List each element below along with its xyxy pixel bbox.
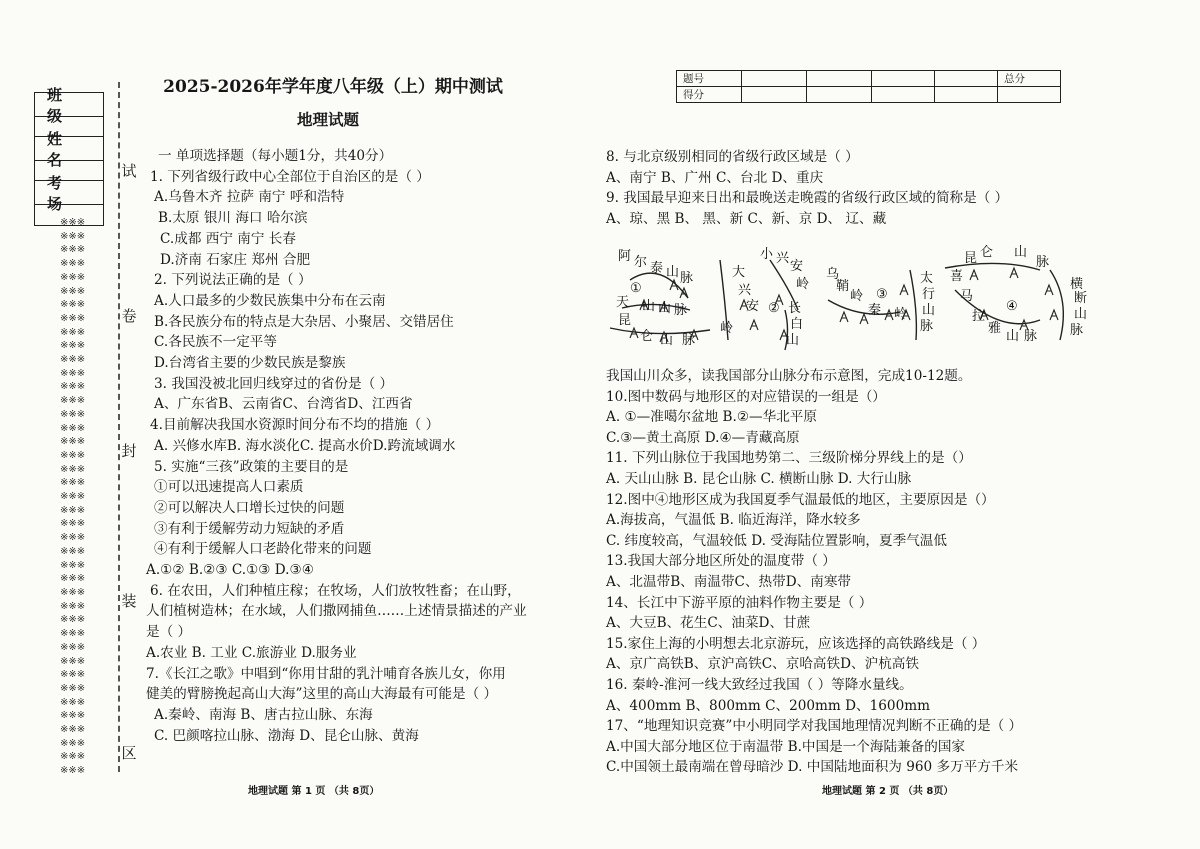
question-line: D.台湾省主要的少数民族是黎族: [154, 355, 346, 371]
right-question-column-top: [606, 147, 1166, 227]
map-label-char: 拉: [972, 309, 986, 324]
map-label-char: 昆: [618, 313, 632, 328]
seal-char-1: 试: [121, 162, 137, 180]
map-label-char: 山: [786, 333, 800, 348]
question-line: ①可以迅速提高人口素质: [154, 479, 304, 496]
question-line: A、大豆B、花生C、油菜D、甘蔗: [606, 615, 811, 632]
seal-char-3: 封: [121, 442, 137, 460]
question-line: C.成都 西宁 南宁 长春: [160, 230, 296, 247]
map-label-char: 脉: [1036, 255, 1050, 270]
question-line: 16. 秦岭-淮河一线大致经过我国（ ）等降水量线。: [606, 677, 913, 693]
map-label-char: 山: [1074, 307, 1088, 322]
map-label-char: 鞘: [836, 279, 850, 294]
question-line: A.中国大部分地区位于南温带 B.中国是一个海陆兼备的国家: [606, 738, 966, 755]
name-label: 姓 名: [35, 137, 103, 161]
question-line: 健美的臂膀挽起高山大海”这里的高山大海最有可能是（ ）: [146, 686, 498, 703]
question-line: B.各民族分布的特点是大杂居、小聚居、交错居住: [154, 313, 454, 330]
map-label-char: 小: [760, 247, 774, 262]
map-label-char: 兴: [738, 283, 752, 298]
exam-title: 2025-2026年学年度八年级（上）期中测试: [163, 77, 503, 97]
question-line: 一 单项选择题（每小题1分，共40分）: [158, 148, 393, 164]
question-line: 5. 实施“三孩”政策的主要目的是: [154, 458, 349, 475]
question-line: B.太原 银川 海口 哈尔滨: [158, 210, 308, 227]
map-label-char: 仑: [640, 329, 654, 344]
map-region-number: ②: [768, 301, 780, 316]
map-label-char: 天: [616, 295, 630, 310]
map-label-char: 乌: [826, 267, 840, 282]
score-cell[interactable]: [742, 87, 807, 103]
question-line: 4.目前解决我国水资源时间分布不均的措施（ ）: [150, 417, 440, 434]
right-question-column-bottom: [606, 366, 1176, 786]
student-info-box: [34, 85, 104, 226]
mountain-distribution-map: [600, 240, 1090, 358]
class-label: 班 级: [35, 93, 103, 117]
question-line: A.海拔高，气温低 B. 临近海洋，降水较多: [606, 512, 861, 529]
score-cell[interactable]: [935, 71, 998, 87]
map-label-char: 喜: [950, 269, 964, 284]
question-line: A.乌鲁木齐 拉萨 南宁 呼和浩特: [154, 189, 345, 206]
question-line: 6. 在农田，人们种植庄稼；在牧场，人们放牧牲畜；在山野，: [150, 582, 521, 599]
question-line: A、400mm B、800mm C、200mm D、1600mm: [606, 697, 930, 714]
question-line: 13.我国大部分地区所处的温度带（ ）: [606, 553, 836, 570]
question-line: 7.《长江之歌》中唱到“你用甘甜的乳汁哺育各族儿女，你用: [146, 665, 506, 682]
map-label-char: 山: [1014, 245, 1028, 260]
score-cell[interactable]: [935, 87, 998, 103]
map-region-number: ④: [1006, 299, 1018, 314]
question-line: A.①② B.②③ C.①③ D.③④: [146, 562, 314, 578]
binding-dashed-line: [118, 82, 120, 772]
seal-char-2: 卷: [121, 307, 137, 325]
question-line: ②可以解决人口增长过快的问题: [154, 499, 345, 516]
question-line: 我国山川众多，读我国部分山脉分布示意图，完成10-12题。: [606, 368, 972, 384]
question-line: A.人口最多的少数民族集中分布在云南: [154, 292, 386, 309]
map-label-char: 山: [922, 303, 936, 318]
score-cell[interactable]: [872, 87, 935, 103]
map-label-char: 山: [642, 299, 656, 314]
map-label-char: 脉: [920, 319, 934, 334]
map-label-char: 雅: [988, 321, 1002, 336]
map-label-char: 马: [960, 289, 974, 304]
question-line: ④有利于缓解人口老龄化带来的问题: [154, 541, 372, 558]
map-region-number: ③: [876, 287, 888, 302]
question-line: A、琼、黑 B、 黑、新 C、新、京 D、 辽、藏: [606, 210, 887, 227]
left-question-column: [146, 146, 590, 746]
map-label-char: 长: [788, 301, 802, 316]
question-line: ③有利于缓解劳动力短缺的矛盾: [154, 520, 345, 537]
map-label-char: 泰: [650, 261, 664, 276]
map-label-char: 仑: [980, 245, 994, 260]
question-line: 14、长江中下游平原的油料作物主要是（ ）: [606, 594, 873, 611]
map-label-char: 行: [922, 287, 936, 302]
question-line: A. 天山山脉 B. 昆仑山脉 C. 横断山脉 D. 大行山脉: [606, 471, 912, 487]
total-score-cell[interactable]: [998, 87, 1061, 103]
map-label-char: 山: [660, 333, 674, 348]
question-line: A、南宁 B、广州 C、台北 D、重庆: [606, 169, 824, 186]
exam-room-label: 考 场: [35, 181, 103, 205]
question-line: 1. 下列省级行政中心全部位于自治区的是（ ）: [150, 168, 430, 185]
map-label-char: 岭: [796, 277, 810, 292]
question-line: A. ①—准噶尔盆地 B.②—华北平原: [606, 409, 817, 426]
map-label-char: 尔: [634, 255, 648, 270]
map-label-char: 山: [1006, 329, 1020, 344]
question-line: 9. 我国最早迎来日出和最晚送走晚霞的省级行政区域的简称是（ ）: [606, 190, 1009, 206]
total-label: 总分: [998, 71, 1061, 87]
map-label-char: 大: [732, 265, 746, 280]
question-line: 15.家住上海的小明想去北京游玩，应该选择的高铁路线是（ ）: [606, 635, 986, 652]
question-line: 11. 下列山脉位于我国地势第二、三级阶梯分界线上的是（）: [606, 450, 972, 467]
question-line: A. 兴修水库B. 海水淡化C. 提高水价D.跨流域调水: [154, 437, 456, 454]
question-line: C. 巴颜喀拉山脉、渤海 D、昆仑山脉、黄海: [154, 727, 419, 744]
map-label-char: 太: [920, 271, 934, 286]
score-table: [676, 70, 1061, 103]
map-label-char: 脉: [674, 303, 688, 318]
question-line: 17、“地理知识竞赛”中小明同学对我国地理情况判断不正确的是（ ）: [606, 718, 1023, 735]
seal-char-4: 装: [121, 592, 137, 610]
question-line: A、北温带B、南温带C、热带D、南寒带: [606, 574, 852, 590]
question-line: A.秦岭、南海 B、唐古拉山脉、东海: [154, 706, 373, 723]
score-cell[interactable]: [807, 71, 872, 87]
question-line: 2. 下列说法正确的是（ ）: [154, 272, 312, 289]
question-number-label: 题号: [677, 71, 742, 87]
question-line: D.济南 石家庄 郑州 合肥: [160, 251, 311, 268]
map-label-char: 脉: [682, 333, 696, 348]
map-label-char: 横: [1070, 277, 1084, 292]
binding-pattern: ※※※ ※※※ ※※※ ※※※ ※※※ ※※※ ※※※ ※※※ ※※※ ※※※ ※※※ ※※※ ※※※ ※※※ ※※※ ※※※ ※※※ ※※※ ※※※ ※※※ ※※※ ※※※ ※※※ ※※※ ※※※ ※※※ ※※※ ※※※ ※※※ ※※※ ※※※ ※※※ ※※※ ※※※ ※※※ ※※※ ※※※ ※※※ ※※※ ※※※ ※※※: [60, 217, 86, 776]
question-line: C.③—黄土高原 D.④—青藏高原: [606, 429, 800, 446]
map-label-char: 兴: [776, 251, 790, 266]
question-line: 8. 与北京级别相同的省级行政区域是（ ）: [606, 149, 859, 165]
question-line: 人们植树造林；在水域，人们撒网捕鱼……上述情景描述的产业: [146, 603, 527, 620]
map-label-char: 阿: [618, 249, 632, 264]
page-2-footer: 地理试题 第 2 页 （共 8页）: [822, 786, 954, 797]
map-label-char: 脉: [680, 271, 694, 286]
question-line: A、京广高铁B、京沪高铁C、京哈高铁D、沪杭高铁: [606, 656, 919, 673]
map-label-char: 白: [790, 317, 804, 332]
question-line: A、广东省B、云南省C、台湾省D、江西省: [154, 396, 413, 413]
map-label-char: 脉: [1070, 323, 1084, 338]
question-line: C. 纬度较高，气温较低 D. 受海陆位置影响，夏季气温低: [606, 532, 947, 549]
question-line: 12.图中④地形区成为我国夏季气温最低的地区，主要原因是（）: [606, 491, 995, 508]
question-line: A.农业 B. 工业 C.旅游业 D.服务业: [146, 644, 357, 661]
score-label: 得分: [677, 87, 742, 103]
map-label-char: 脉: [1024, 329, 1038, 344]
score-cell[interactable]: [742, 71, 807, 87]
map-label-char: 安: [790, 259, 804, 274]
map-label-char: 断: [1074, 291, 1088, 306]
map-label-char: 岭: [850, 289, 864, 304]
page-1-footer: 地理试题 第 1 页 （共 8页）: [248, 786, 380, 797]
subject-title: 地理试题: [296, 110, 359, 129]
question-line: 是（ ）: [146, 624, 192, 641]
map-label-char: 岭: [894, 307, 908, 322]
question-line: 10.图中数码与地形区的对应错误的一组是（）: [606, 388, 886, 405]
map-label-char: 岭: [720, 321, 734, 336]
map-label-char: 昆: [964, 251, 978, 266]
question-line: C.中国领土最南端在曾母暗沙 D. 中国陆地面积为 960 多万平方千米: [606, 759, 1019, 776]
seal-char-5: 区: [121, 744, 137, 762]
map-label-char: 安: [746, 299, 760, 314]
score-cell[interactable]: [807, 87, 872, 103]
map-label-char: 秦: [868, 303, 882, 318]
score-cell[interactable]: [872, 71, 935, 87]
question-line: 3. 我国没被北回归线穿过的省份是（ ）: [154, 375, 394, 392]
map-label-char: 山: [658, 301, 672, 316]
map-region-number: ①: [630, 281, 642, 296]
map-label-char: 山: [666, 265, 680, 280]
question-line: C.各民族不一定平等: [154, 334, 277, 351]
